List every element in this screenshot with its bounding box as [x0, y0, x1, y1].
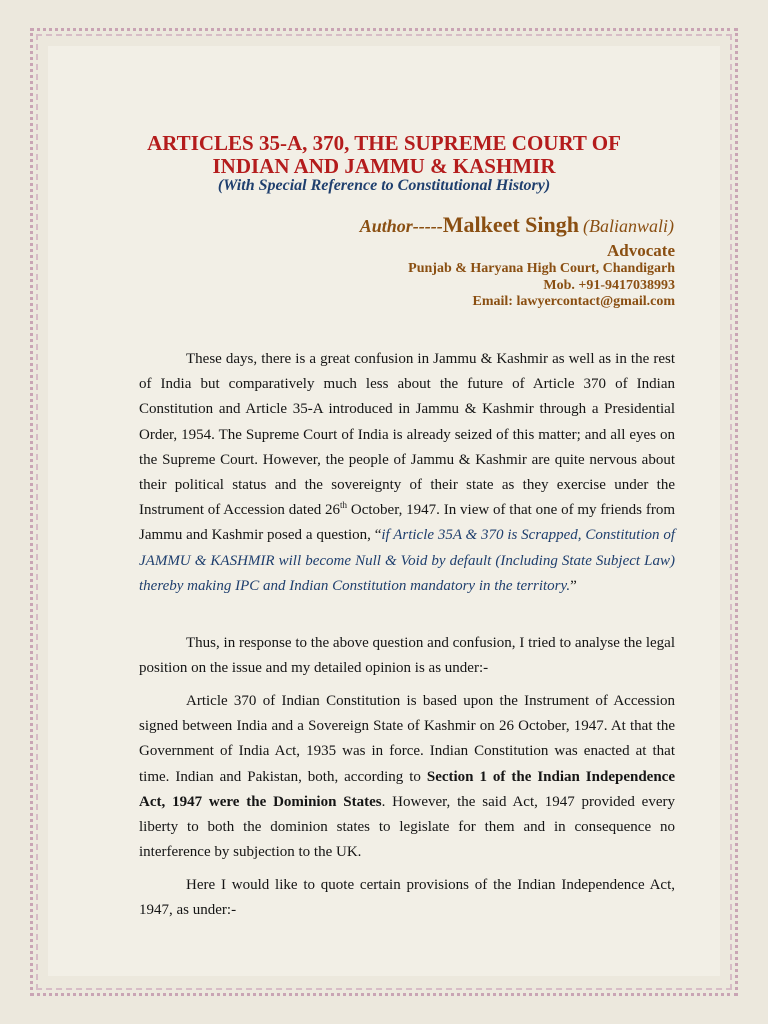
p3-text-a: Article 370 of Indian Constitution is based upon the Instrument of Accession signed between India and a Sovereign State of Kashmir on 26 October, 1947. At that the Government of India Act, 1935 was in force. Indian Constitution was enacted at that time. Indian and Pakistan, both, according to [139, 693, 675, 785]
document-title-line1: ARTICLES 35-A, 370, THE SUPREME COURT OF [147, 131, 621, 155]
author-line [360, 212, 674, 238]
author-email: Email: lawyercontact@gmail.com [472, 294, 675, 309]
body-paragraph-2: Thus, in response to the above question and confusion, I tried to analyse the legal position on the issue and my detailed opinion is as under:- [139, 635, 675, 677]
body-paragraph-1 [139, 347, 675, 599]
author-designation: Advocate [607, 241, 675, 260]
author-name: Malkeet Singh [442, 212, 579, 237]
p3-text-b: . However, the said Act, 1947 provided every liberty to both the dominion states to legislate for them and in consequence no interference by subjection to the UK. [139, 793, 675, 861]
author-court: Punjab & Haryana High Court, Chandigarh [408, 261, 675, 276]
p1-quotation: if Article 35A & 370 is Scrapped, Constitution of JAMMU & KASHMIR will become Null & Void by default (Including State Subject Law) thereby making IPC and Indian Constitution mandatory in the territory. [139, 527, 675, 594]
p1-text-b: October, 1947. In view of that one of my friends from Jammu and Kashmir posed a question, “ [139, 502, 675, 544]
body-paragraph-3 [139, 689, 675, 865]
author-mobile: Mob. +91-9417038993 [543, 278, 675, 293]
author-label: Author----- [359, 216, 443, 236]
p1-quote-close: ” [570, 577, 577, 594]
document-subtitle: (With Special Reference to Constitutional History) [217, 177, 551, 194]
p3-bold-reference: Section 1 of the Indian Independence Act, 1947 were the Dominion States [139, 768, 675, 810]
p1-text-a: These days, there is a great confusion in Jammu & Kashmir as well as in the rest of India but comparatively much less about the future of Article 370 of Indian Constitution and Article 35-A introduced in Jammu & Kashmir through a Presidential Order, 1954. The Supreme Court of India is already seized of this matter; and all eyes on the Supreme Court. However, the people of Jammu & Kashmir are quite nervous about their political status and the sovereignty of their state as they exercise under the Instrument of Accession dated 26 [139, 351, 675, 519]
author-place: (Balianwali) [583, 216, 674, 236]
document-title-line2: INDIAN AND JAMMU & KASHMIR [212, 154, 556, 178]
body-paragraph-4: Here I would like to quote certain provisions of the Indian Independence Act, 1947, as under:- [139, 877, 675, 919]
p1-superscript: th [340, 500, 348, 511]
